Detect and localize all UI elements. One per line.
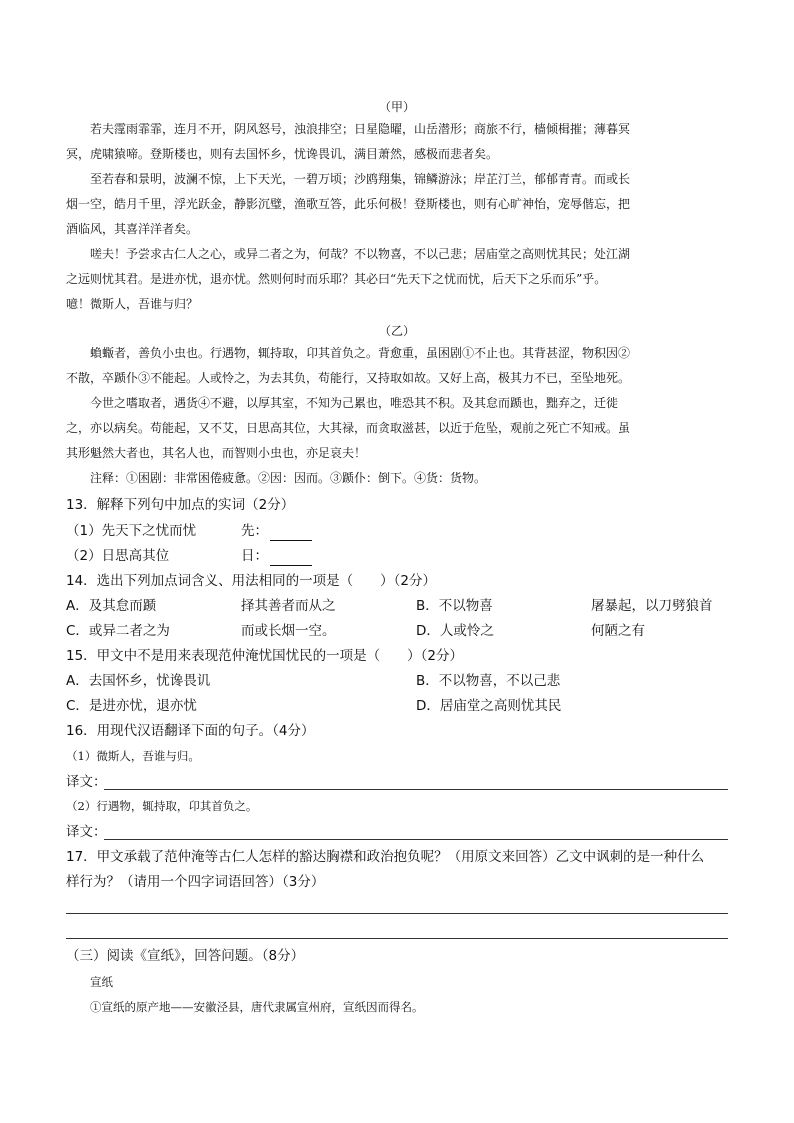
q14-option-c: C．或异二者之为 [66,623,170,639]
q15-option-b: B．不以物喜，不以己悲 [416,673,561,689]
q16-answer1-label: 译文： [66,774,107,790]
passage-a-line: 嗟夫！予尝求古仁人之心，或异二者之为，何哉？不以物喜，不以己悲；居庙堂之高则忧其民；处江湖 [90,247,631,261]
q14-option-a: A．及其怠而踬 [66,598,157,614]
q15-stem: 15．甲文中不是用来表现范仲淹忧国忧民的一项是（ ）（2分） [66,648,464,664]
passage-b-heading: （乙） [378,324,415,338]
q16-sentence1: （1）微斯人，吾谁与归。 [66,749,200,763]
part3-paragraph: ①宣纸的原产地——安徽泾县，唐代隶属宣州府，宣纸因而得名。 [90,1000,424,1014]
passage-a-line: 冥，虎啸猿啼。登斯楼也，则有去国怀乡，忧谗畏讥，满目萧然，感极而悲者矣。 [66,147,499,161]
q14-option-d: D．人或怜之 [416,623,494,639]
passage-b-line: 蝜蝂者，善负小虫也。行遇物，辄持取，卬其首负之。背愈重，虽困剧①不止也。其背甚涩，物积因② [90,346,631,360]
q14-option-b: B．不以物喜 [416,598,493,614]
passage-a-heading: （甲） [378,100,415,114]
passage-a-line: 烟一空，皓月千里，浮光跃金，静影沉璧，渔歌互答，此乐何极！登斯楼也，则有心旷神怡，宠辱偕忘，把 [66,197,631,211]
passage-a-line: 噫！微斯人，吾谁与归？ [66,297,199,311]
passage-b-line: 之，亦以病矣。苟能起，又不艾，日思高其位，大其禄，而贪取滋甚，以近于危坠，观前之死亡不知戒。虽 [66,421,631,435]
q15-option-c: C．是进亦忧，退亦忧 [66,698,197,714]
q13-stem: 13．解释下列句中加点的实词（2分） [66,497,295,513]
q16-answer2-label: 译文： [66,824,107,840]
passage-a-line: 之远则忧其君。是进亦忧，退亦忧。然则何时而乐耶？其必曰“先天下之忧而忧，后天下之乐而乐”乎。 [66,272,607,286]
q17-answer-line[interactable] [66,938,728,939]
q13-item2-answer [241,546,312,566]
q17-line1: 17．甲文承载了范仲淹等古仁人怎样的豁达胸襟和政治抱负呢？（用原文来回答）乙文中讽刺的是一种什么 [66,849,705,865]
part3-heading: （三）阅读《宣纸》，回答问题。（8分） [66,948,305,964]
part3-title: 宣纸 [90,975,113,989]
q14-stem: 14．选出下列加点词含义、用法相同的一项是（ ）（2分） [66,573,437,589]
q17-line2: 样行为？（请用一个四字词语回答）（3分） [66,874,325,890]
q15-option-a: A．去国怀乡，忧谗畏讥 [66,673,211,689]
answer-blank[interactable] [270,526,312,541]
passage-b-line: 今世之嗜取者，遇货④不避，以厚其室，不知为己累也，唯恐其不积。及其怠而踬也，黜弃之，迁徙 [90,396,619,410]
q13-item1-text: （1）先天下之忧而忧 [66,523,197,539]
q15-option-d: D．居庙堂之高则忧其民 [416,698,562,714]
q16-answer2-line[interactable] [104,839,728,840]
q13-item1-answer [241,521,312,541]
passage-a-line: 酒临风，其喜洋洋者矣。 [66,222,199,236]
q16-answer1-line[interactable] [104,789,728,790]
q14-option-c-pair: 而或长烟一空。 [241,623,336,639]
passage-a-line: 若夫霪雨霏霏，连月不开，阴风怒号，浊浪排空；日星隐曜，山岳潜形；商旅不行，樯倾楫摧；薄暮冥 [90,122,631,136]
answer-blank[interactable] [270,551,312,566]
q14-option-a-pair: 择其善者而从之 [241,598,336,614]
q14-option-b-pair: 屠暴起，以刀劈狼首 [591,598,713,614]
q16-sentence2: （2）行遇物，辄持取，卬其首负之。 [66,799,258,813]
passage-a-line: 至若春和景明，波澜不惊，上下天光，一碧万顷；沙鸥翔集，锦鳞游泳；岸芷汀兰，郁郁青青。而或长 [90,172,631,186]
q13-item2-label: 日： [241,548,268,564]
passage-b-line: 不散，卒踬仆③不能起。人或怜之，为去其负，苟能行，又持取如故。又好上高，极其力不已，至坠地死。 [66,371,631,385]
passage-b-note: 注释：①困剧：非常困倦疲惫。②因：因而。③踬仆：倒下。④货：货物。 [90,471,487,485]
q14-option-d-pair: 何陋之有 [591,623,645,639]
passage-b-line: 其形魁然大者也，其名人也，而智则小虫也，亦足哀夫！ [66,446,367,460]
q16-stem: 16．用现代汉语翻译下面的句子。（4分） [66,723,315,739]
q13-item1-label: 先： [241,523,268,539]
q17-answer-line[interactable] [66,913,728,914]
q13-item2-text: （2）日思高其位 [66,548,170,564]
